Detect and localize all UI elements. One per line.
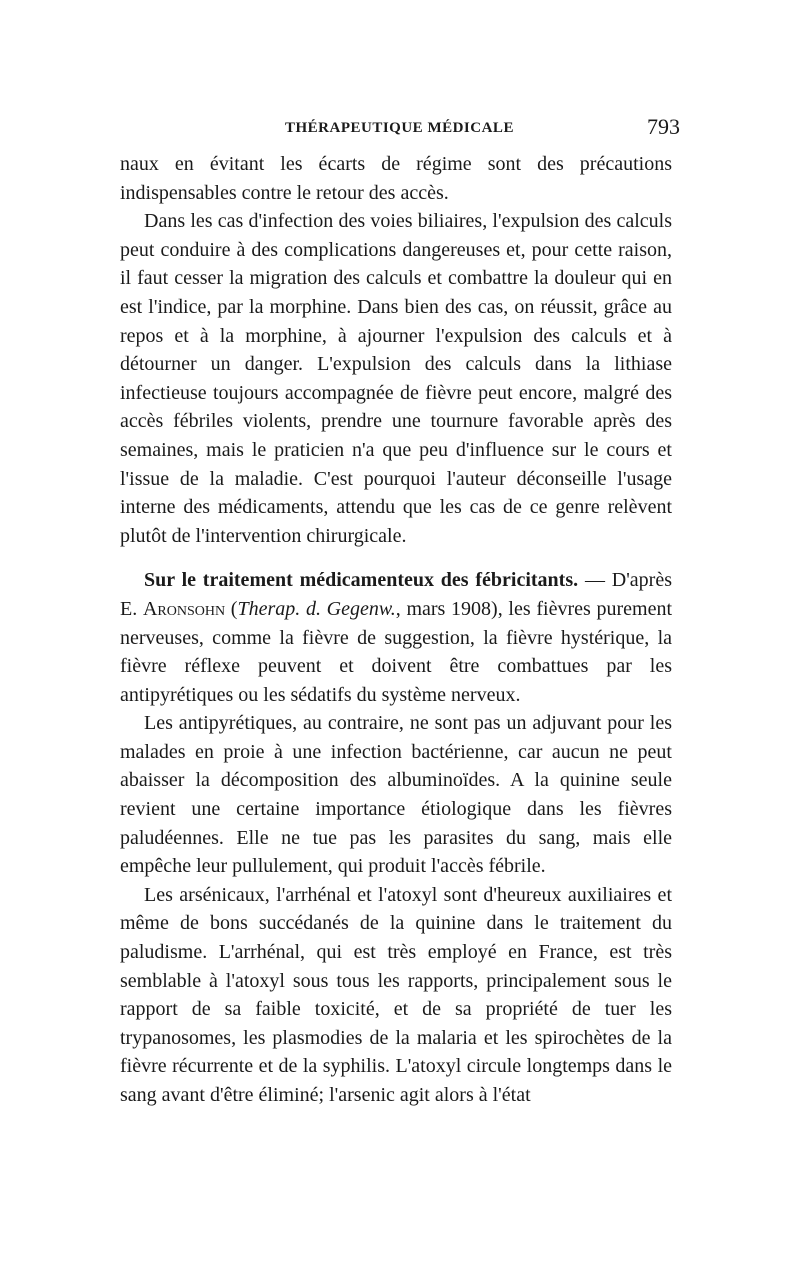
ref-open: (	[225, 597, 238, 620]
body-text	[120, 150, 672, 1110]
paragraph-biliary: Dans les cas d'infection des voies biliaires, l'expulsion des calculs peut conduire à des complications dangereuses et, pour cette raison, il faut cesser la migration des calculs et combattre la douleur qui en est l'indice, par la morphine. Dans bien des cas, on réussit, grâce au repos et à la morphine, à ajourner l'expulsion des calculs et à détourner un danger. L'expulsion des calculs dans la lithiase infectieuse toujours accompagnée de fièvre peut encore, malgré des accès fébriles violents, prendre une tournure favorable après des semaines, mais le praticien n'a que peu d'influence sur le cours et l'issue de la maladie. C'est pourquoi l'auteur déconseille l'usage interne des médicaments, attendu que les cas de ce genre relèvent plutôt de l'intervention chirurgicale.	[120, 210, 672, 547]
paragraph-antipyretics: Les antipyrétiques, au contraire, ne sont pas un adjuvant pour les malades en proie à une infection bactérienne, car aucun ne peut abaisser la décomposition des albuminoïdes. A la quinine seule revient une certaine importance étiologique dans les fièvres paludéennes. Elle ne tue pas les parasites du sang, mais elle empêche leur pullulement, qui produit l'accès fébrile.	[120, 712, 672, 878]
section-paragraph	[120, 566, 672, 709]
author-name: Aronsohn	[142, 597, 226, 620]
section-title: Sur le traitement médicamenteux des fébricitants.	[144, 569, 579, 592]
section-lead: — D'après E.	[120, 569, 672, 620]
journal-name: Therap. d. Gegenw.	[237, 597, 396, 620]
paragraph-arsenicals: Les arsénicaux, l'arrhénal et l'atoxyl sont d'heureux auxiliaires et même de bons succédanés de la quinine dans le traitement du paludisme. L'arrhénal, qui est très employé en France, est très semblable à l'atoxyl sous tous les rapports, principalement sous le rapport de sa faible toxicité, et de sa propriété de tuer les trypanosomes, les plasmodies de la malaria et les spirochètes de la fièvre récurrente et de la syphilis. L'atoxyl circule longtemps dans le sang avant d'être éliminé; l'arsenic agit alors à l'état	[120, 883, 672, 1106]
running-head	[120, 112, 680, 142]
page-number: 793	[647, 114, 680, 139]
section-body: , mars 1908), les fièvres purement nerveuses, comme la fièvre de suggestion, la fièvre hystérique, la fièvre réflexe peuvent et doivent être combattues par les antipyrétiques ou les sédatifs du système nerveux.	[120, 597, 673, 706]
paragraph-continuation: naux en évitant les écarts de régime sont des précautions indispensables contre le retour des accès.	[120, 153, 672, 204]
running-title: THÉRAPEUTIQUE MÉDICALE	[285, 120, 514, 136]
